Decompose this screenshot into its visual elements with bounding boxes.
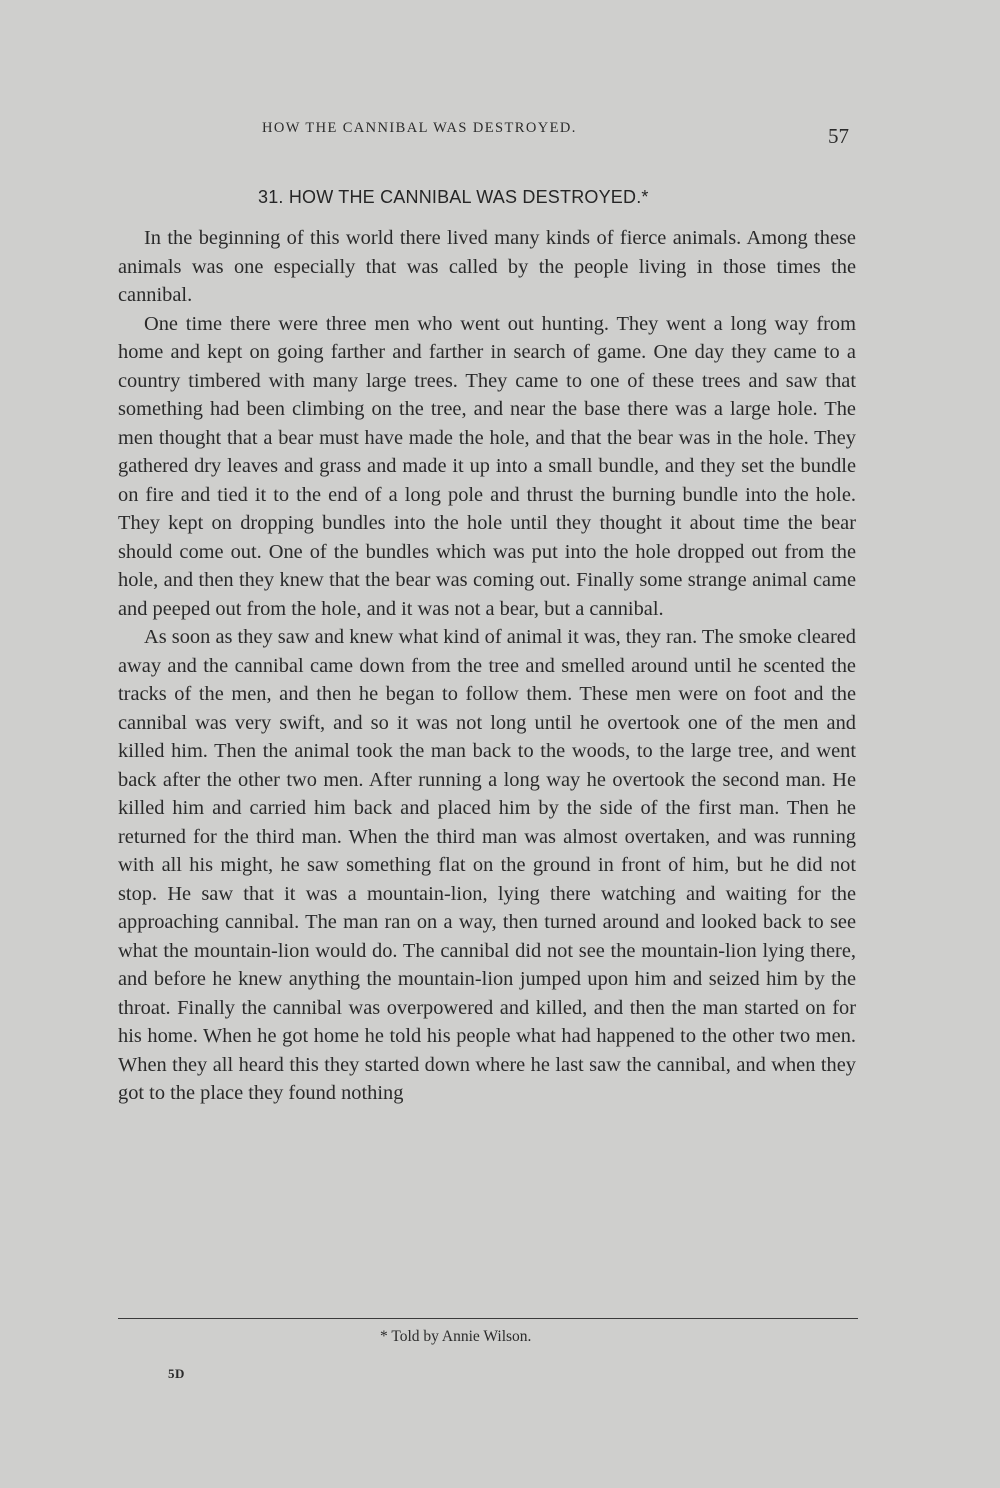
story-title: 31. HOW THE CANNIBAL WAS DESTROYED.* (258, 187, 649, 207)
story-body (118, 224, 856, 1108)
footnote: * Told by Annie Wilson. (380, 1328, 532, 1345)
footnote-divider (118, 1318, 858, 1319)
paragraph: In the beginning of this world there lived many kinds of fierce animals. Among these animals was one especially that was called by the people living in those times the cannibal. (118, 227, 856, 306)
paragraph: As soon as they saw and knew what kind of animal it was, they ran. The smoke cleared away and the cannibal came down from the tree and smelled around until he scented the tracks of the men, and then he began to follow them. These men were on foot and the cannibal was very swift, and so it was not long until he overtook one of the men and killed him. Then the animal took the man back to the woods, to the large tree, and went back after the other two men. After running a long way he overtook the second man. He killed him and carried him back and placed him by the side of the first man. Then he returned for the third man. When the third man was almost overtaken, and was running with all his might, he saw something flat on the ground in front of him, but he did not stop. He saw that it was a mountain-lion, lying there watching and waiting for the approaching cannibal. The man ran on a way, then turned around and looked back to see what the mountain-lion would do. The cannibal did not see the mountain-lion lying there, and before he knew anything the mountain-lion jumped upon him and seized him by the throat. Finally the cannibal was overpowered and killed, and then the man started on for his home. When he got home he told his people what had happened to the other two men. When they all heard this they started down where he last saw the cannibal, and when they got to the place they found nothing (118, 626, 856, 1104)
running-head: HOW THE CANNIBAL WAS DESTROYED. (262, 120, 577, 136)
page-number: 57 (828, 124, 849, 148)
paragraph: One time there were three men who went out hunting. They went a long way from home and kept on going farther and farther in search of game. One day they came to a country timbered with many large trees. They came to one of these trees and saw that something had been climbing on the tree, and near the base there was a large hole. The men thought that a bear must have made the hole, and that the bear was in the hole. They gathered dry leaves and grass and made it up into a small bundle, and they set the bundle on fire and tied it to the end of a long pole and thrust the burning bundle into the hole. They kept on dropping bundles into the hole until they thought it about time the bear should come out. One of the bundles which was put into the hole dropped out from the hole, and then they knew that the bear was coming out. Finally some strange animal came and peeped out from the hole, and it was not a bear, but a cannibal. (118, 312, 856, 620)
signature-mark: 5D (168, 1366, 185, 1381)
